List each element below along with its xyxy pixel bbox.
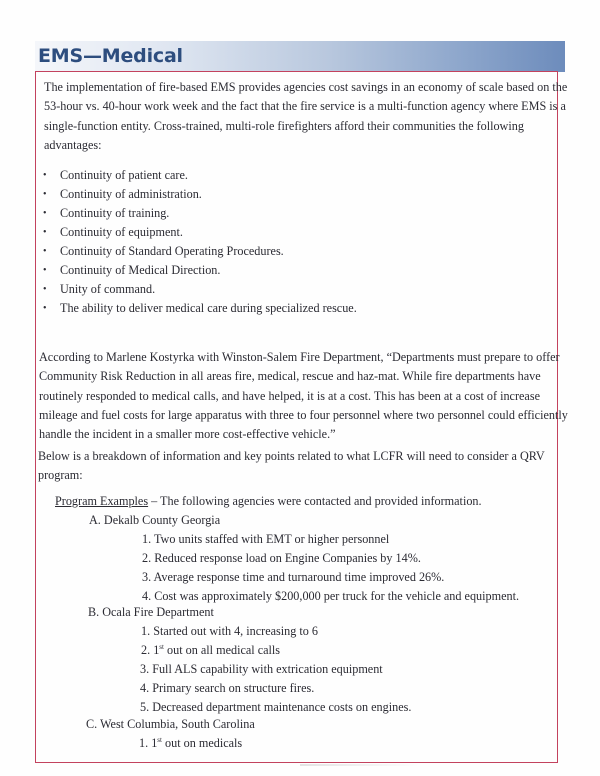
agency-label: A. Dekalb County Georgia	[89, 513, 221, 527]
quote-line: handle the incident in a smaller more cost-effective vehicle.”	[39, 427, 336, 442]
program-examples-label: Program Examples	[55, 494, 149, 508]
breakdown-paragraph	[38, 447, 545, 486]
agency-point: 3. Average response time and turnaround time improved 26%.	[142, 570, 445, 584]
section-header-banner	[35, 41, 565, 72]
bullet-icon: •	[43, 227, 47, 238]
bullet-icon: •	[43, 189, 47, 200]
list-item: • Continuity of equipment.	[40, 223, 357, 242]
quote-line: Community Risk Reduction in all areas fire, medical, rescue and haz-mat. While fire departments have	[39, 369, 541, 384]
agency-label: C. West Columbia, South Carolina	[86, 717, 255, 731]
breakdown-line: Below is a breakdown of information and key points related to what LCFR will need to consider a QRV	[38, 449, 545, 463]
quote-line: mileage and fuel costs for large apparatus with three to four personnel where two personnel could efficiently	[39, 407, 568, 422]
bullet-icon: •	[43, 246, 47, 257]
intro-line: 53-hour vs. 40-hour work week and the fact that the fire service is a multi-function agency where EMS is a	[44, 99, 566, 114]
bullet-icon: •	[43, 208, 47, 219]
intro-paragraph	[44, 78, 567, 155]
bullet-icon: •	[43, 170, 47, 181]
bullet-icon: •	[43, 265, 47, 276]
intro-line: The implementation of fire-based EMS provides agencies cost savings in an economy of scale based on the	[44, 80, 568, 94]
agency-point: 3. Full ALS capability with extrication equipment	[140, 662, 383, 676]
scan-artifact	[300, 764, 420, 766]
agency-point: 1. Two units staffed with EMT or higher personnel	[142, 532, 390, 546]
agency-point: 2. 1st out on all medical calls	[141, 643, 281, 657]
program-examples-heading	[55, 492, 482, 511]
quote-line: According to Marlene Kostyrka with Winston-Salem Fire Department, “Departments must prepare to offer	[39, 350, 560, 364]
list-item: • Continuity of patient care.	[40, 166, 357, 185]
agency-label: B. Ocala Fire Department	[88, 605, 214, 619]
list-item: • Unity of command.	[40, 280, 357, 299]
list-item: • Continuity of training.	[40, 204, 357, 223]
bullet-icon: •	[43, 284, 47, 295]
agency-point: 1. Started out with 4, increasing to 6	[141, 624, 319, 638]
breakdown-line: program:	[38, 468, 83, 483]
agency-point: 4. Primary search on structure fires.	[140, 681, 315, 695]
list-item: • Continuity of Medical Direction.	[40, 261, 357, 280]
advantages-list	[40, 166, 357, 318]
intro-line: single-function entity. Cross-trained, multi-role firefighters afford their communities the following	[44, 118, 524, 133]
agency-point: 2. Reduced response load on Engine Companies by 14%.	[142, 551, 421, 565]
agency-point: 1. 1st out on medicals	[139, 736, 243, 750]
section-title: EMS—Medical	[38, 45, 183, 67]
agency-point: 5. Decreased department maintenance costs on engines.	[140, 700, 412, 714]
list-item: • Continuity of administration.	[40, 185, 357, 204]
quote-paragraph	[39, 348, 568, 444]
list-item: • Continuity of Standard Operating Procedures.	[40, 242, 357, 261]
agency-point: 4. Cost was approximately $200,000 per truck for the vehicle and equipment.	[142, 589, 520, 603]
program-examples-description: – The following agencies were contacted and provided information.	[148, 494, 482, 508]
list-item: • The ability to deliver medical care during specialized rescue.	[40, 299, 357, 318]
intro-line: advantages:	[44, 137, 102, 152]
quote-line: routinely responded to medical calls, and have helped, it is at a cost. This has been at a cost of increase	[39, 388, 540, 403]
bullet-icon: •	[43, 303, 47, 314]
